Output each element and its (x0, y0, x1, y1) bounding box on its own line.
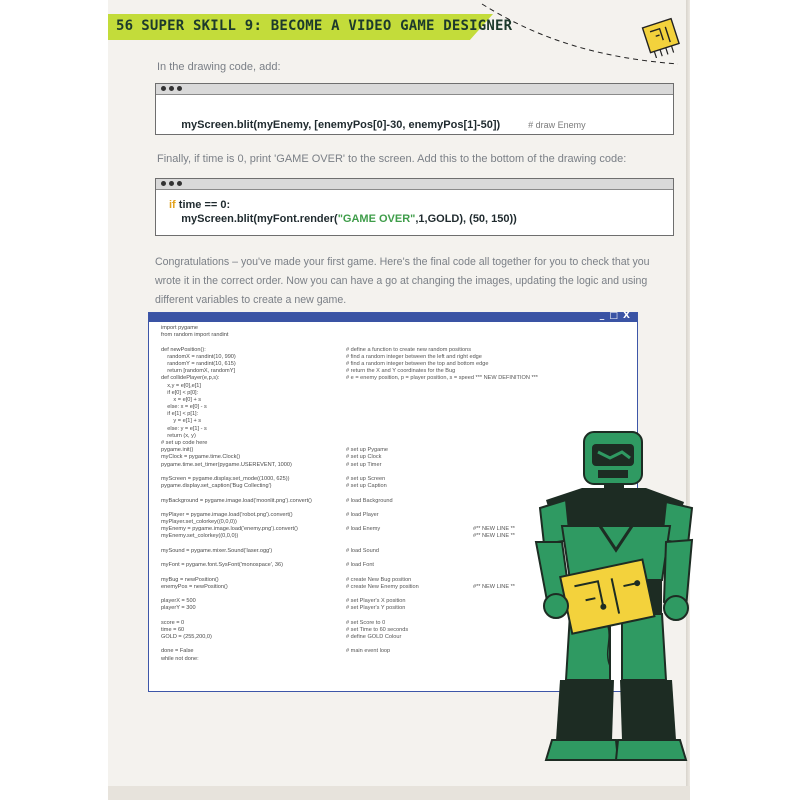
code-listing-code: myPlayer = pygame.image.load('robot.png').convert() (161, 511, 293, 518)
paragraph (155, 253, 675, 310)
code-listing-code: enemyPos = newPosition() (161, 583, 228, 590)
code-listing-code: while not done: (161, 655, 199, 662)
code-listing-code: if e[1] < p[1]: (161, 411, 199, 418)
page-header (116, 18, 512, 38)
code-listing-comment: # set up Caption (346, 483, 387, 490)
code-listing-code: from random import randint (161, 332, 229, 339)
code-listing-comment: # set up Timer (346, 461, 382, 468)
code-comment: # draw Enemy (528, 120, 586, 130)
paragraph-line: different variables to create a new game. (155, 294, 347, 306)
page-number: 56 (116, 18, 134, 34)
code-listing-note: #** NEW LINE ** (473, 526, 515, 533)
code-listing-code: myClock = pygame.time.Clock() (161, 454, 241, 461)
code-listing-comment: # load Background (346, 497, 393, 504)
code-listing-code: return (x, y) (161, 432, 196, 439)
window-titlebar (156, 179, 673, 190)
code-listing-code: playerX = 500 (161, 598, 196, 605)
code-listing-comment: # define GOLD Colour (346, 634, 402, 641)
code-listing-comment: # load Enemy (346, 526, 381, 533)
code-line (169, 213, 517, 226)
code-listing-code: y = e[1] + s (161, 418, 202, 425)
code-listing-code: myFont = pygame.font.SysFont('monospace', 36) (161, 562, 283, 569)
code-listing-note: #** NEW LINE ** (473, 583, 515, 590)
code-listing-comment: # create New Enemy position (346, 583, 419, 590)
code-listing-comment: # main event loop (346, 648, 391, 655)
code-listing-code: score = 0 (161, 619, 185, 626)
code-line (169, 199, 230, 212)
window-titlebar (149, 313, 637, 322)
code-listing-comment: # find a random integer between the top and bottom edge (346, 360, 489, 367)
code-line (169, 106, 586, 145)
code-listing-comment: # set up Screen (346, 475, 386, 482)
code-text: time == 0: (175, 199, 231, 211)
code-listing-code: myBug = newPosition() (161, 576, 219, 583)
code-listing-comment: # set up Clock (346, 454, 382, 461)
code-listing-comment: # find a random integer between the left and right edge (346, 353, 482, 360)
code-listing-code: GOLD = (255,200,0) (161, 634, 212, 641)
code-listing-comment: # return the X and Y coordinates for the Bug (346, 368, 456, 375)
code-listing-comment: # load Sound (346, 547, 379, 554)
code-listing-code: myEnemy = pygame.image.load('enemy.png').convert() (161, 526, 298, 533)
window-dots-icon (161, 86, 182, 91)
code-listing-code: x,y = e[0],e[1] (161, 382, 201, 389)
code-listing-code: else: x = e[0] - s (161, 404, 207, 411)
instruction-text: Finally, if time is 0, print 'GAME OVER' to the screen. Add this to the bottom of the drawing code: (157, 153, 627, 165)
code-listing-code: pygame.time.set_timer(pygame.USEREVENT, 1000) (161, 461, 292, 468)
page-bottom-edge (108, 786, 690, 800)
code-listing-code: myEnemy.set_colorkey((0,0,0)) (161, 533, 239, 540)
code-window (155, 178, 674, 236)
code-string: "GAME OVER" (337, 213, 416, 225)
code-text: ,1,GOLD), (50, 150)) (415, 213, 517, 225)
code-listing-code: pygame.display.set_caption('Bug Collecting') (161, 483, 272, 490)
code-listing-code: x = e[0] + s (161, 396, 202, 403)
code-listing-comment: # set Time to 60 seconds (346, 626, 409, 633)
code-listing-code: randomX = randint(10, 990) (161, 353, 236, 360)
code-listing-code: randomY = randint(10, 615) (161, 360, 236, 367)
code-listing-code: myBackground = pygame.image.load('moonlit.png').convert() (161, 497, 312, 504)
code-listing-code: pygame.init() (161, 447, 194, 454)
code-listing-comment: # create New Bug position (346, 576, 412, 583)
code-listing-comment: # set up Pygame (346, 447, 388, 454)
code-listing-comment: # set Player's X position (346, 598, 406, 605)
code-listing-note: #** NEW LINE ** (473, 533, 515, 540)
code-listing-code: done = False (161, 648, 194, 655)
code-listing-code: def newPosition(): (161, 346, 206, 353)
window-dots-icon (161, 181, 182, 186)
window-titlebar (156, 84, 673, 95)
code-keyword: if (169, 199, 176, 211)
code-listing-code: myScreen = pygame.display.set_mode((1000, 625)) (161, 475, 290, 482)
code-listing-comment: # set Score to 0 (346, 619, 386, 626)
code-text: myScreen.blit(myFont.render( (169, 213, 338, 225)
code-listing-code: else: y = e[1] - s (161, 425, 207, 432)
code-listing-code: # set up code here (161, 440, 208, 446)
page-title: SUPER SKILL 9: BECOME A VIDEO GAME DESIGNER (141, 18, 513, 34)
code-listing-code: time = 60 (161, 626, 185, 633)
code-listing-comment: # load Font (346, 562, 374, 569)
code-listing-code: import pygame (161, 325, 198, 331)
robot-illustration (526, 430, 706, 770)
code-listing-comment: # e = enemy position, p = player position, s = speed *** NEW DEFINITION *** (346, 375, 538, 382)
code-listing-code: return [randomX, randomY] (161, 368, 235, 375)
code-listing-code: playerY = 300 (161, 605, 196, 612)
code-listing-code: mySound = pygame.mixer.Sound('laser.ogg') (161, 547, 273, 554)
code-listing-code: def collidePlayer(e,p,s): (161, 375, 220, 382)
code-text: myScreen.blit(myEnemy, [enemyPos[0]-30, enemyPos[1]-50]) (181, 119, 501, 131)
circuit-chip-icon (640, 14, 686, 58)
code-listing-code: myPlayer.set_colorkey((0,0,0)) (161, 519, 237, 526)
paragraph-line: Congratulations – you've made your first game. Here's the final code all together for you to check that you (155, 256, 650, 268)
code-listing-comment: # load Player (346, 511, 379, 518)
code-listing-code: if e[0] < p[0]: (161, 389, 199, 396)
code-window (155, 83, 674, 135)
window-controls[interactable]: _ □ X (599, 311, 631, 321)
instruction-text: In the drawing code, add: (157, 61, 281, 73)
code-listing-comment: # define a function to create new random positions (346, 346, 472, 353)
paragraph-line: wrote it in the correct order. Now you can have a go at changing the images, updating the logic and using (155, 275, 648, 287)
code-listing-comment: # set Player's Y position (346, 605, 406, 612)
